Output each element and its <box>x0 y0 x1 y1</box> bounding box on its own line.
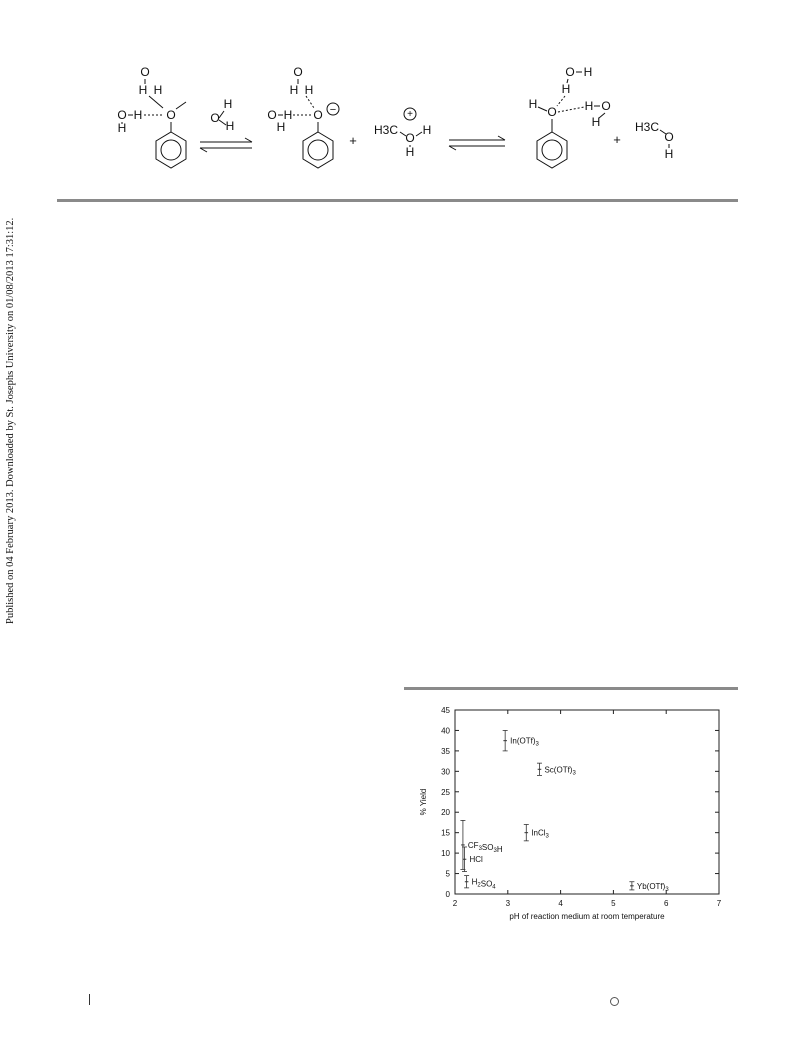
scheme-atom: H <box>117 121 127 135</box>
x-tick-label: 2 <box>452 899 458 908</box>
scheme-atom: H <box>591 115 601 129</box>
y-tick-label: 25 <box>441 787 450 797</box>
scheme-atom: H <box>583 65 593 79</box>
y-tick-label: 35 <box>441 746 450 756</box>
point-label: InCl$_3$ <box>531 828 549 840</box>
scheme-charge: − <box>329 104 337 116</box>
reaction-scheme <box>100 58 700 190</box>
y-tick-label: 15 <box>441 828 450 838</box>
scheme-atom: O <box>293 65 303 79</box>
scheme-atom: H <box>225 119 235 133</box>
scheme-atom: O <box>166 108 176 122</box>
scheme-atom: O <box>267 108 277 122</box>
download-notice-text: Published on 04 February 2013. Downloaded by St. Josephs University on 01/08/2013 17:31:12. <box>5 217 16 624</box>
footer-circle-icon <box>610 997 619 1006</box>
scheme-atom: H <box>664 147 674 161</box>
scheme-atom: O <box>140 65 150 79</box>
scheme-atom: H <box>133 108 143 122</box>
scheme-charge: + <box>407 109 413 120</box>
y-tick-label: 10 <box>441 849 450 859</box>
y-axis-label: % Yield <box>419 788 428 816</box>
section-divider <box>57 199 738 202</box>
yield-vs-ph-chart <box>405 700 735 928</box>
footer-marker <box>89 994 90 1005</box>
scheme-atom: H <box>223 97 233 111</box>
scheme-atom: H3C <box>373 123 399 137</box>
x-axis-label: pH of reaction medium at room temperature <box>509 912 665 921</box>
scheme-atom: O <box>601 99 611 113</box>
scheme-plus-sign: + <box>349 133 357 148</box>
scheme-atom: O <box>405 131 415 145</box>
data-point <box>537 763 577 776</box>
data-point <box>629 882 669 893</box>
scheme-atom: H <box>153 83 163 97</box>
plot-frame <box>455 710 719 894</box>
point-label: $Yb(OTf)_3$ <box>636 881 669 893</box>
y-tick-label: 20 <box>441 808 450 818</box>
data-point <box>503 730 540 750</box>
y-tick-label: 45 <box>441 706 450 715</box>
scheme-atom: H <box>584 99 594 113</box>
figure-divider <box>404 687 738 690</box>
scheme-atom: O <box>117 108 127 122</box>
scheme-atom: H <box>276 120 286 134</box>
scheme-atom: O <box>547 105 557 119</box>
scheme-atom: H <box>289 83 299 97</box>
scheme-atom: H <box>561 82 571 96</box>
x-tick-label: 6 <box>663 899 669 908</box>
x-tick-label: 3 <box>505 899 511 908</box>
download-notice <box>5 210 19 630</box>
x-tick-label: 5 <box>611 899 616 908</box>
point-label: $In(OTf)_3$ <box>510 736 539 748</box>
y-tick-label: 40 <box>441 726 450 736</box>
y-tick-label: 30 <box>441 767 450 777</box>
point-label: $Sc(OTf)_3$ <box>544 765 576 777</box>
scheme-atom: O <box>313 108 323 122</box>
scheme-atom: H <box>405 145 415 159</box>
scheme-atom: O <box>210 111 220 125</box>
point-label: $H_2SO_4$ <box>471 877 496 891</box>
scheme-atom: H <box>304 83 314 97</box>
scheme-atom: H3C <box>634 120 660 134</box>
y-tick-label: 0 <box>445 890 450 899</box>
scheme-plus-sign: + <box>613 132 621 147</box>
scheme-atom: H <box>422 123 432 137</box>
point-label: HCl <box>469 855 483 865</box>
scheme-atom: H <box>283 108 293 122</box>
data-point <box>464 876 496 891</box>
y-tick-label: 5 <box>445 869 450 879</box>
scheme-atom: H <box>138 83 148 97</box>
scheme-atom: O <box>664 130 674 144</box>
data-point <box>524 824 550 840</box>
x-tick-label: 7 <box>716 899 722 908</box>
x-tick-label: 4 <box>558 899 563 908</box>
scheme-atom: H <box>528 97 538 111</box>
point-label: $CF_3SO_3H$ <box>467 840 503 854</box>
scheme-atom: O <box>565 65 575 79</box>
